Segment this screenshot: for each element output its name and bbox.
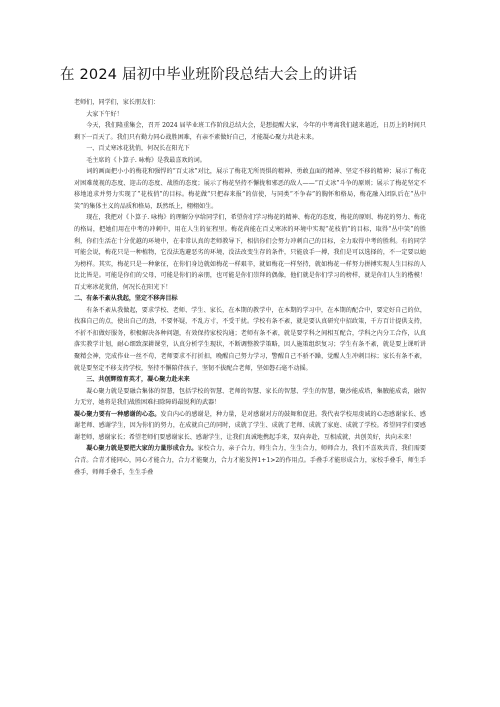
section-3-paragraph-3-lead: 凝心聚力就是要把大家的力量形成合力。 — [86, 445, 198, 453]
intro-paragraph: 今天，我们隆重集会，召开 2024 届毕业班工作阶段总结大会，是想提醒大家，今年的中考离我们越来越近，日历上的时间只剩下一百天了。我们只有勤力同心战胜困难，有亲不素做好自己，才能凝心聚力共赴未来。 — [74, 122, 426, 141]
document-body — [74, 97, 426, 478]
section-3-heading: 三、共创辉煌育英才，凝心聚力赴未来 — [86, 376, 190, 384]
section-3-paragraph-2-lead: 凝心聚力要有一种感谢的心态。 — [74, 410, 161, 418]
section-3-paragraph-1: 凝心聚力就是要融合集体的智慧，包括学校的智慧、老师的智慧、家长的智慧、学生的智慧，聚沙能成塔，集腋能成裘，融智力无穷，她将是我们战胜困难扫除障碍最锐利的武器！ — [74, 387, 426, 407]
greeting-line-2: 大家下午好！ — [86, 110, 123, 118]
document-title: 在 2024 届初中毕业班阶段总结大会上的讲话 — [60, 67, 358, 83]
section-2-heading: 二、有条不紊从我起，坚定不移奔目标 — [74, 295, 178, 303]
section-3-paragraph-3-text: 家校合力，亲子合力，师生合力，生生合力，师师合力，我们不喜欢共青，我们需要合青。合青才能同心，同心才能合力，合力才能聚力，合力才能发挥1+1>2的作用点。手叠手才能形成合力，家校手叠手，师生手叠手，师师手叠手，生生手叠 — [74, 445, 427, 476]
section-1-paragraph-3: 现在，我把对《卜算子. 咏梅》的理解分享给同学们，希望你们学习梅花的精神、梅花的态度，梅花的原则、梅花的努力、梅花的格局，把她们用在中考的冲刺中，用在人生的征程里。梅花尚能在百丈寒冰的环境中实现“花枝俏”的目标，取得“丛中笑”的胜利，你们生活在十分优越的环境中，在非常认真的老师教导下，相信你们会努力冲刺自己的目标，全力取得中考的胜利。有的同学可能会说，梅花只是一种植物，它没法选避恶劣的环境，没法改变生存的条件，只能放手一搏，我们是可以选择的，不一定要以她为榜样。其实，梅花只是一种象征，在你们身边就如梅花一样艰辛，就如梅花一样坚持，就如梅花一样努力拼搏实现人生目标的人比比皆是。可能是你们的父母，可能是你们的亲朋，也可能是你们崇拜的偶像，他们就是你们学习的榜样，就是你们人生的楷模！百丈寒冰花犹俏，何况长在阳光下！ — [74, 214, 426, 291]
section-3-paragraph-2-text: 发自内心的感谢是，种力量，是对感谢对方的鼓舞和促进。我代表学校用虔诚的心态感谢家长、感谢老师、感谢学生，因为你们的努力，在成就自己的同时，成就了学生、成就了老师、成就了家庭、成就了学校。希望同学们要感谢老师，感谢家长；希望老师们要感谢家长、感谢学生，让我们真诚地携起手来，双向奔赴，互相成就，共创美好，共向未来！ — [74, 410, 427, 441]
section-1-paragraph-1: 毛主席的《卜算子. 咏梅》是我最喜欢的词。 — [86, 156, 206, 164]
greeting: 老师们，同学们，家长朋友们： — [74, 99, 160, 106]
section-2-paragraph-1: 有条不紊从我做起，要求学校、老师、学生、家长，在本期的教学中，在本期的学习中，在本期的配合中，要定好自己的位，找准自己的点，使出自己的劲，不要怀疑，不乱方寸，不受干扰。学校有条不紊，就是要认真研究中招政策，千方百计提供支持，不折不扣做好服务，积极解决各种问题，有效保持家校沟通；老师有条不紊，就是要学科之间相互配合，学科之内分工合作，认真落实教学计划，耐心细致深耕课堂，认真分析学生现状，不断调整教学策略，因人施策组织复习；学生有条不紊，就是要上课听讲聚精会神，完成作业一丝不苟，老师要求不打折扣，晚醒自己努力学习，警醒自己不骄不躁，觉醒人生冲刺目标；家长有条不紊，就是要坚定不移支持学校，坚持不懈陪伴孩子，坚韧不拔配合老师，坚如磐石毫不动摇。 — [74, 306, 426, 372]
section-1-heading: 一、百丈寒冰花犹俏，何况长在阳光下 — [86, 145, 190, 153]
section-3-paragraph-2 — [74, 409, 426, 444]
section-1-paragraph-2: 词的画面把小小的梅花和强悍的“百丈冰”对比，展示了梅花无所畏惧的精神、勇敢直面的精神、坚定不移的精神；展示了梅花对困难蔑视的态度、迎击的态度、战胜的态度；展示了梅花坚持不懈拢和邪恶的敌人——“百丈冰”斗争的原则；展示了梅花坚定不移地追求并努力实现了“花枝俏”的目标。梅花做“只把春来报”的信使，与同类“不争春”的胸怀和格局，梅花融入团队后在“丛中笑”的集体主义的品质和格局，跃然纸上，栩栩如生。 — [74, 168, 426, 210]
section-3-paragraph-3 — [74, 443, 426, 478]
